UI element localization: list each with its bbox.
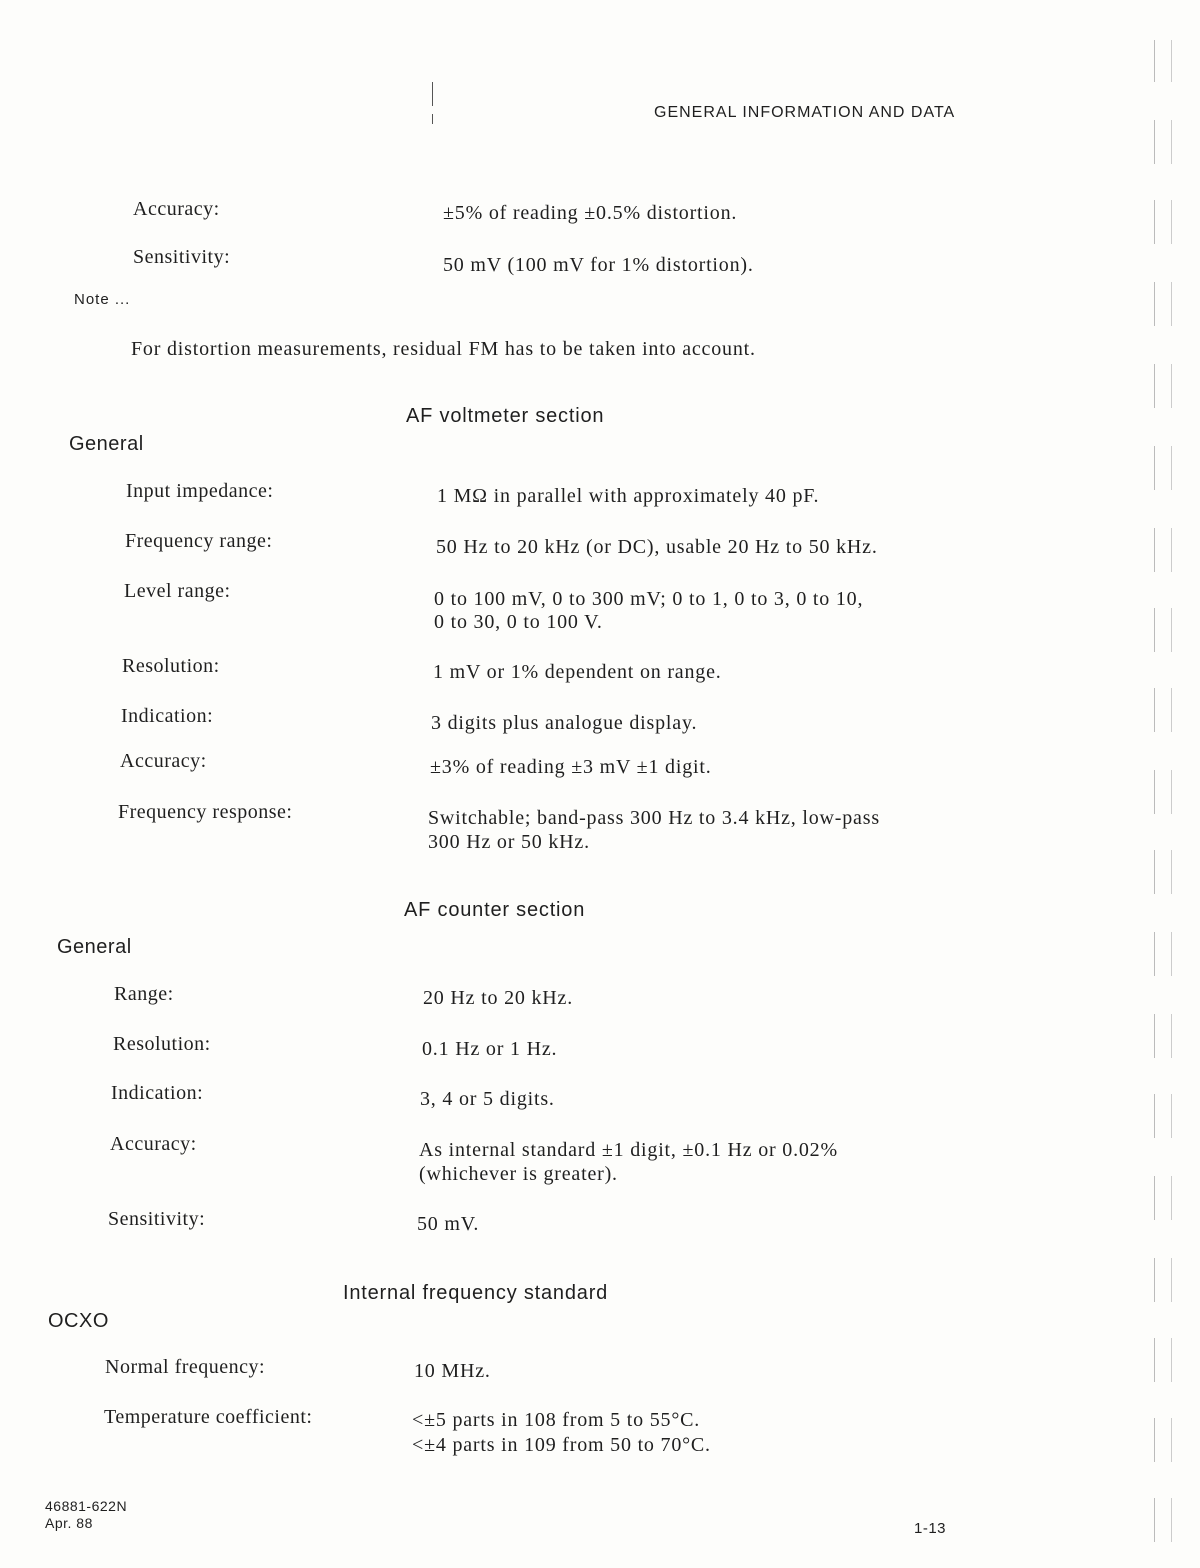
group-title-general: General [57, 936, 132, 958]
spec-value-input-impedance: 1 MΩ in parallel with approximately 40 pF. [437, 485, 820, 507]
punch-hole-mark [1154, 446, 1172, 490]
registration-mark [432, 82, 433, 106]
section-title-af-voltmeter: AF voltmeter section [406, 405, 605, 427]
spec-label-sensitivity: Sensitivity: [133, 246, 231, 268]
punch-hole-mark [1154, 1338, 1172, 1382]
punch-hole-mark [1154, 1014, 1172, 1058]
footer-page-number: 1-13 [914, 1520, 947, 1537]
spec-value-temperature-coefficient-line1: <±5 parts in 108 from 5 to 55°C. [412, 1409, 701, 1431]
spec-value-accuracy-line1: As internal standard ±1 digit, ±0.1 Hz or 0.02% [419, 1139, 838, 1161]
punch-hole-mark [1154, 120, 1172, 164]
punch-hole-mark [1154, 608, 1172, 652]
note-label: Note ... [74, 291, 131, 308]
spec-label-indication: Indication: [111, 1082, 204, 1104]
spec-value-indication: 3, 4 or 5 digits. [420, 1088, 555, 1110]
punch-hole-mark [1154, 1498, 1172, 1542]
punch-hole-mark [1154, 364, 1172, 408]
punch-hole-mark [1154, 932, 1172, 976]
spec-label-accuracy: Accuracy: [133, 198, 220, 220]
spec-label-temperature-coefficient: Temperature coefficient: [104, 1406, 313, 1428]
spec-label-normal-frequency: Normal frequency: [105, 1356, 266, 1378]
spec-value-sensitivity: 50 mV. [417, 1213, 480, 1235]
punch-hole-mark [1154, 850, 1172, 894]
spec-label-input-impedance: Input impedance: [126, 480, 274, 502]
spec-value-frequency-range: 50 Hz to 20 kHz (or DC), usable 20 Hz to 50 kHz. [436, 536, 878, 558]
spec-label-resolution: Resolution: [122, 655, 220, 677]
punch-hole-mark [1154, 770, 1172, 814]
spec-label-range: Range: [114, 983, 174, 1005]
spec-label-indication: Indication: [121, 705, 214, 727]
punch-hole-mark [1154, 528, 1172, 572]
spec-label-level-range: Level range: [124, 580, 231, 602]
punch-hole-mark [1154, 282, 1172, 326]
note-text: For distortion measurements, residual FM has to be taken into account. [131, 338, 756, 360]
spec-label-accuracy: Accuracy: [110, 1133, 197, 1155]
punch-hole-mark [1154, 1094, 1172, 1138]
punch-hole-mark [1154, 688, 1172, 732]
group-title-general: General [69, 433, 144, 455]
spec-label-frequency-response: Frequency response: [118, 801, 293, 823]
page-header: GENERAL INFORMATION AND DATA [654, 104, 956, 121]
punch-hole-mark [1154, 1258, 1172, 1302]
spec-value-accuracy: ±3% of reading ±3 mV ±1 digit. [430, 756, 712, 778]
spec-value-frequency-response-line1: Switchable; band-pass 300 Hz to 3.4 kHz, low-pass [428, 807, 880, 829]
spec-value-normal-frequency: 10 MHz. [414, 1360, 491, 1382]
registration-mark [432, 114, 433, 124]
spec-value-accuracy-line2: (whichever is greater). [419, 1163, 618, 1185]
spec-value-indication: 3 digits plus analogue display. [431, 712, 698, 734]
spec-value-resolution: 0.1 Hz or 1 Hz. [422, 1038, 558, 1060]
spec-label-sensitivity: Sensitivity: [108, 1208, 206, 1230]
spec-label-resolution: Resolution: [113, 1033, 211, 1055]
spec-value-level-range-line2: 0 to 30, 0 to 100 V. [434, 611, 603, 633]
section-title-internal-frequency-standard: Internal frequency standard [343, 1282, 609, 1304]
spec-value-temperature-coefficient-line2: <±4 parts in 109 from 50 to 70°C. [412, 1434, 711, 1456]
group-title-ocxo: OCXO [48, 1310, 109, 1332]
punch-hole-mark [1154, 200, 1172, 244]
spec-label-frequency-range: Frequency range: [125, 530, 273, 552]
spec-value-level-range-line1: 0 to 100 mV, 0 to 300 mV; 0 to 1, 0 to 3, 0 to 10, [434, 588, 864, 610]
footer-date: Apr. 88 [45, 1515, 93, 1531]
spec-value-range: 20 Hz to 20 kHz. [423, 987, 573, 1009]
footer-doc-number: 46881-622N [45, 1498, 128, 1514]
spec-value-frequency-response-line2: 300 Hz or 50 kHz. [428, 831, 590, 853]
section-title-af-counter: AF counter section [404, 899, 586, 921]
spec-value-accuracy: ±5% of reading ±0.5% distortion. [443, 202, 738, 224]
punch-hole-mark [1154, 1418, 1172, 1462]
punch-hole-mark [1154, 40, 1172, 82]
spec-label-accuracy: Accuracy: [120, 750, 207, 772]
punch-hole-mark [1154, 1176, 1172, 1220]
spec-value-sensitivity: 50 mV (100 mV for 1% distortion). [443, 254, 754, 276]
spec-value-resolution: 1 mV or 1% dependent on range. [433, 661, 722, 683]
